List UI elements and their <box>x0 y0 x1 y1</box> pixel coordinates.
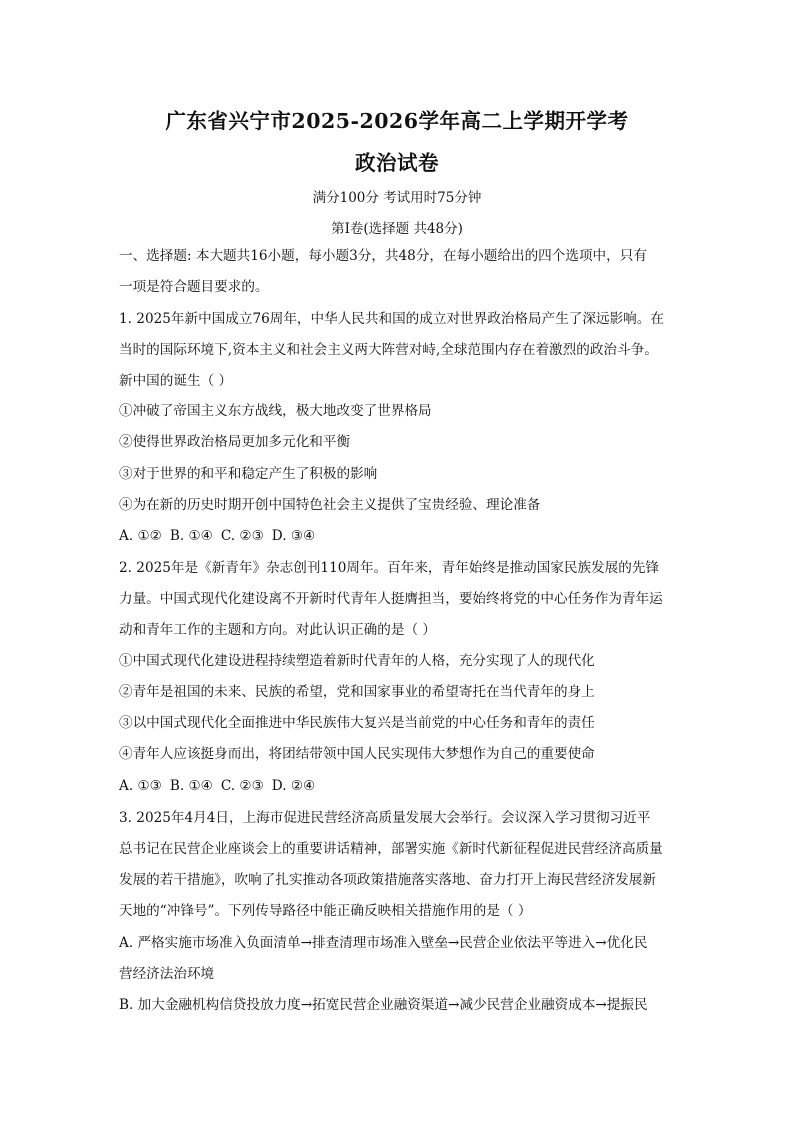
question-2-options <box>119 780 679 794</box>
option-a[interactable]: A. ①② <box>119 528 162 544</box>
question-2-stem: 2. 2025年是《新青年》杂志创刊110周年。百年来，青年始终是推动国家民族发展的先锋 <box>119 560 660 576</box>
option-d[interactable]: D. ③④ <box>271 528 316 544</box>
question-2-stem: 动和青年工作的主题和方向。对此认识正确的是（ ） <box>119 622 436 638</box>
instruction-line: 一、选择题: 本大题共16小题，每小题3分，共48分，在每小题给出的四个选项中，只有 <box>119 248 647 264</box>
question-1-item: ③对于世界的和平和稳定产生了积极的影响 <box>119 466 378 482</box>
question-1-item: ④为在新的历史时期开创中国特色社会主义提供了宝贵经验、理论准备 <box>119 497 541 513</box>
exam-subtitle: 政治试卷 <box>355 151 439 175</box>
question-3-stem: 总书记在民营企业座谈会上的重要讲话精神，部署实施《新时代新征程促进民营经济高质量 <box>119 841 663 857</box>
question-1-stem: 1. 2025年新中国成立76周年，中华人民共和国的成立对世界政治格局产生了深远影响。在 <box>119 311 664 327</box>
question-1-stem: 当时的国际环境下,资本主义和社会主义两大阵营对峙,全球范围内存在着激烈的政治斗争。 <box>119 342 658 358</box>
question-2-item: ②青年是祖国的未来、民族的希望，党和国家事业的希望寄托在当代青年的身上 <box>119 684 595 700</box>
question-3-stem: 3. 2025年4月4日，上海市促进民营经济高质量发展大会举行。会议深入学习贯彻习近平 <box>119 810 651 826</box>
question-3-stem: 发展的若干措施》，吹响了扎实推动各项政策措施落实落地、奋力打开上海民营经济发展新 <box>119 872 656 888</box>
option-b[interactable]: B. ①④ <box>169 778 213 794</box>
option-d[interactable]: D. ②④ <box>271 778 316 794</box>
question-1-item: ①冲破了帝国主义东方战线，极大地改变了世界格局 <box>119 403 432 419</box>
option-a[interactable]: A. ①③ <box>119 778 162 794</box>
question-1-stem: 新中国的诞生（ ） <box>119 373 233 389</box>
instruction-line: 一项是符合题目要求的。 <box>119 279 269 295</box>
question-2-item: ①中国式现代化建设进程持续塑造着新时代青年的人格，充分实现了人的现代化 <box>119 653 595 669</box>
option-b[interactable]: B. ①④ <box>169 528 213 544</box>
question-3-choice-a-cont: 营经济法治环境 <box>119 966 215 982</box>
exam-title: 广东省兴宁市2025-2026学年高二上学期开学考 <box>165 109 629 133</box>
question-2-stem: 力量。中国式现代化建设离不开新时代青年人挺膺担当，要始终将党的中心任务作为青年运 <box>119 591 663 607</box>
question-3-stem: 天地的“冲锋号”。下列传导路径中能正确反映相关措施作用的是（ ） <box>119 903 532 919</box>
question-3-choice-b[interactable]: B. 加大金融机构信贷投放力度→拓宽民营企业融资渠道→减少民营企业融资成本→提振民 <box>119 997 648 1013</box>
question-1-options <box>119 530 679 544</box>
option-c[interactable]: C. ②③ <box>220 778 264 794</box>
question-1-item: ②使得世界政治格局更加多元化和平衡 <box>119 434 351 450</box>
exam-info: 满分100分 考试用时75分钟 <box>312 190 482 206</box>
question-2-item: ④青年人应该挺身而出，将团结带领中国人民实现伟大梦想作为自己的重要使命 <box>119 746 595 762</box>
section-heading: 第Ⅰ卷(选择题 共48分) <box>331 221 463 237</box>
question-3-choice-a[interactable]: A. 严格实施市场准入负面清单→排查清理市场准入壁垒→民营企业依法平等进入→优化民 <box>119 935 648 951</box>
option-c[interactable]: C. ②③ <box>220 528 264 544</box>
question-2-item: ③以中国式现代化全面推进中华民族伟大复兴是当前党的中心任务和青年的责任 <box>119 715 595 731</box>
